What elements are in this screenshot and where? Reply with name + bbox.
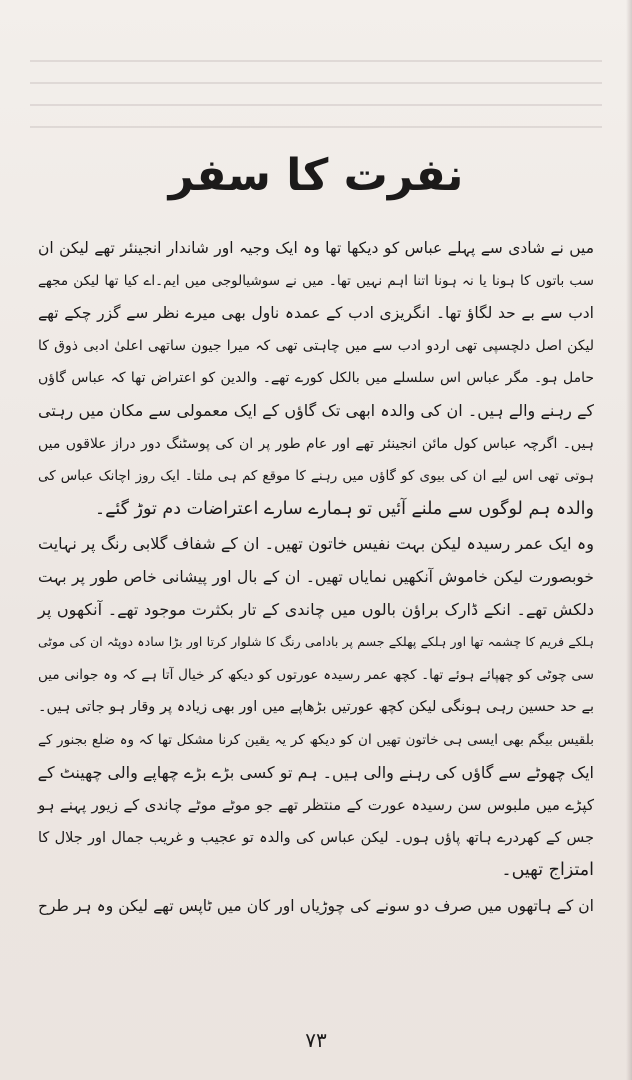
text-line: حامل ہو۔ مگر عباس اس سلسلے میں بالکل کورے تھے۔ والدین کو اعتراض تھا کہ عباس گاؤں xyxy=(38,370,594,387)
text-line: ایک چھوٹے سے گاؤں کی رہنے والی ہیں۔ ہم تو کسی بڑے بڑے چھاپے والی چھینٹ کے xyxy=(37,762,594,782)
text-line: ہیں۔ اگرچہ عباس کول مائن انجینئر تھے اور عام طور پر ان کی پوسٹنگ دور دراز علاقوں میں xyxy=(38,435,594,452)
text-line: دلکش تھے۔ انکے ڈارک براؤن بالوں میں چاندی کے تار بکثرت موجود تھے۔ آنکھوں پر xyxy=(38,599,594,619)
show-through-text xyxy=(30,40,602,150)
text-line: سی چوٹی کو چھپائے ہوئے تھا۔ کچھ عمر رسیدہ عورتوں کو دیکھ کر خیال آتا ہے کہ وہ جوانی میں xyxy=(38,666,594,683)
text-line: کپڑے میں ملبوس سن رسیدہ عورت کے منتظر تھے جو موٹے موٹے چاندی کے زیور پہنے ہو xyxy=(38,796,594,815)
text-line: بلقیس بیگم بھی ایسی ہی خاتون تھیں ان کو دیکھ کر یہ یقین کرنا مشکل تھا کہ وہ ضلع بجنور کے xyxy=(38,731,594,748)
text-line: ہوتی تھی اس لیے ان کی بیوی کو گاؤں میں رہنے کا موقع کم ہی ملتا۔ ایک روز اچانک عباس کی xyxy=(38,468,594,485)
page-number: ۷۳ xyxy=(305,1028,327,1052)
text-line: سب باتوں کا ہونا یا نہ ہونا اتنا اہم نہیں تھا۔ میں نے سوشیالوجی میں ایم۔اے کیا تھا لیکن مجھے xyxy=(38,272,594,289)
chapter-title: نفرت کا سفر xyxy=(168,150,464,201)
text-line: والدہ ہم لوگوں سے ملنے آئیں تو ہمارے سارے اعتراضات دم توڑ گئے۔ xyxy=(94,498,594,519)
text-line: خوبصورت لیکن خاموش آنکھیں نمایاں تھیں۔ ان کے بال اور پیشانی خاص طور پر بہت xyxy=(38,567,594,586)
text-line: کے رہنے والے ہیں۔ ان کی والدہ ابھی تک گاؤں کے ایک معمولی سے مکان میں رہتی xyxy=(38,400,594,420)
text-line: میں نے شادی سے پہلے عباس کو دیکھا تھا وہ ایک وجیہ اور شاندار انجینئر تھے لیکن ان xyxy=(38,239,594,257)
body-text xyxy=(38,232,594,922)
text-line: بے حد حسین رہی ہونگی لیکن کچھ عورتیں بڑھاپے میں اور بھی زیادہ پر وقار ہو جاتی ہیں۔ xyxy=(38,699,594,716)
page-edge-shadow xyxy=(626,0,632,1080)
text-line: ہلکے فریم کا چشمہ تھا اور ہلکے پھلکے جسم پر بادامی رنگ کا شلوار کرتا اور بڑا سادہ دوپٹہ ان کی موٹی xyxy=(38,634,594,650)
text-line: ادب سے بے حد لگاؤ تھا۔ انگریزی ادب کے عمدہ ناول بھی میرے نظر سے گزر چکے تھے xyxy=(38,304,594,323)
text-line: وہ ایک عمر رسیدہ لیکن بہت نفیس خاتون تھیں۔ ان کے شفاف گلابی رنگ پر نہایت xyxy=(38,534,594,554)
text-line: ان کے ہاتھوں میں صرف دو سونے کی چوڑیاں اور کان میں ٹاپس تھے لیکن وہ ہر طرح xyxy=(38,896,594,915)
text-line: جس کے کھردرے ہاتھ پاؤں ہوں۔ لیکن عباس کی والدہ تو عجیب و غریب جمال اور جلال کا xyxy=(38,829,594,846)
text-line: لیکن اصل دلچسپی تھی اردو ادب سے میں چاہتی تھی کہ میرا جیون ساتھی اعلیٰ ادبی ذوق کا xyxy=(38,337,594,354)
text-line: امتزاج تھیں۔ xyxy=(501,860,594,881)
